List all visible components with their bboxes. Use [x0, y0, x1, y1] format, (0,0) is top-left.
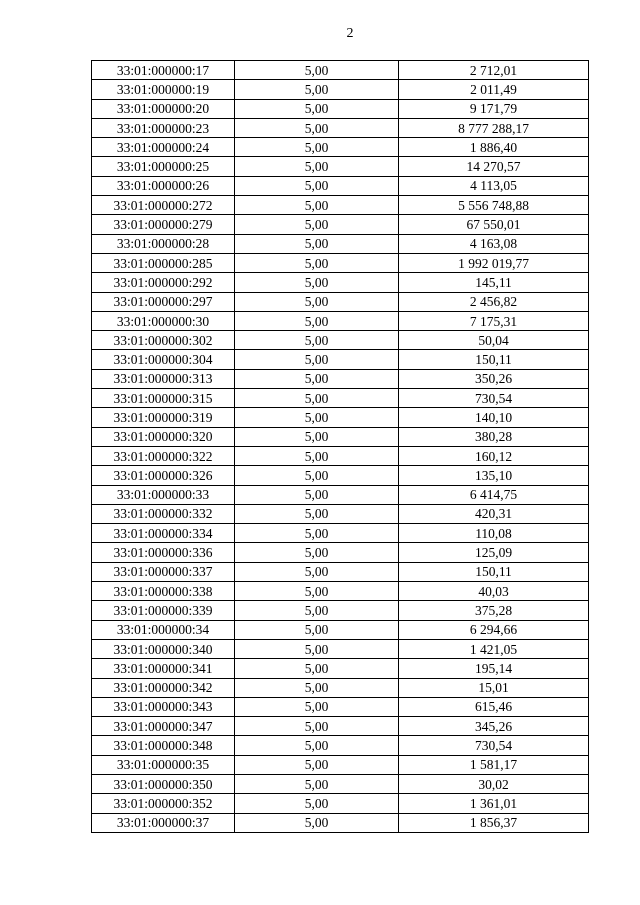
rate-cell: 5,00: [235, 331, 399, 350]
cadastral-number-cell: 33:01:000000:348: [92, 736, 235, 755]
cadastral-number-cell: 33:01:000000:347: [92, 717, 235, 736]
cadastral-number-cell: 33:01:000000:304: [92, 350, 235, 369]
rate-cell: 5,00: [235, 504, 399, 523]
value-cell: 145,11: [399, 273, 589, 292]
table-row: [92, 466, 589, 485]
cadastral-number-cell: 33:01:000000:17: [92, 61, 235, 80]
cadastral-number-cell: 33:01:000000:338: [92, 582, 235, 601]
table-row: [92, 620, 589, 639]
cadastral-number-cell: 33:01:000000:279: [92, 215, 235, 234]
rate-cell: 5,00: [235, 717, 399, 736]
rate-cell: 5,00: [235, 176, 399, 195]
table-row: [92, 253, 589, 272]
table-row: [92, 427, 589, 446]
table-row: [92, 99, 589, 118]
table-row: [92, 697, 589, 716]
table-row: [92, 389, 589, 408]
cadastral-number-cell: 33:01:000000:313: [92, 369, 235, 388]
table-row: [92, 562, 589, 581]
table-row: [92, 118, 589, 137]
cadastral-number-cell: 33:01:000000:332: [92, 504, 235, 523]
table-row: [92, 813, 589, 832]
value-cell: 1 361,01: [399, 794, 589, 813]
table-row: [92, 678, 589, 697]
table-row: [92, 408, 589, 427]
value-cell: 1 581,17: [399, 755, 589, 774]
table-body: [92, 61, 589, 833]
value-cell: 150,11: [399, 350, 589, 369]
rate-cell: 5,00: [235, 118, 399, 137]
table-row: [92, 794, 589, 813]
cadastral-number-cell: 33:01:000000:326: [92, 466, 235, 485]
value-cell: 110,08: [399, 524, 589, 543]
value-cell: 5 556 748,88: [399, 196, 589, 215]
cadastral-number-cell: 33:01:000000:350: [92, 774, 235, 793]
table-row: [92, 350, 589, 369]
table-row: [92, 639, 589, 658]
data-table: [91, 60, 589, 833]
value-cell: 6 294,66: [399, 620, 589, 639]
cadastral-number-cell: 33:01:000000:26: [92, 176, 235, 195]
cadastral-number-cell: 33:01:000000:30: [92, 311, 235, 330]
rate-cell: 5,00: [235, 369, 399, 388]
rate-cell: 5,00: [235, 466, 399, 485]
value-cell: 15,01: [399, 678, 589, 697]
table-row: [92, 176, 589, 195]
cadastral-number-cell: 33:01:000000:336: [92, 543, 235, 562]
rate-cell: 5,00: [235, 697, 399, 716]
rate-cell: 5,00: [235, 253, 399, 272]
value-cell: 1 886,40: [399, 138, 589, 157]
value-cell: 14 270,57: [399, 157, 589, 176]
rate-cell: 5,00: [235, 99, 399, 118]
rate-cell: 5,00: [235, 485, 399, 504]
rate-cell: 5,00: [235, 61, 399, 80]
value-cell: 1 421,05: [399, 639, 589, 658]
value-cell: 30,02: [399, 774, 589, 793]
rate-cell: 5,00: [235, 234, 399, 253]
table-row: [92, 138, 589, 157]
value-cell: 375,28: [399, 601, 589, 620]
cadastral-number-cell: 33:01:000000:302: [92, 331, 235, 350]
value-cell: 4 113,05: [399, 176, 589, 195]
cadastral-number-cell: 33:01:000000:334: [92, 524, 235, 543]
rate-cell: 5,00: [235, 292, 399, 311]
cadastral-number-cell: 33:01:000000:24: [92, 138, 235, 157]
table-row: [92, 311, 589, 330]
table-row: [92, 446, 589, 465]
rate-cell: 5,00: [235, 408, 399, 427]
table-row: [92, 485, 589, 504]
value-cell: 4 163,08: [399, 234, 589, 253]
rate-cell: 5,00: [235, 582, 399, 601]
rate-cell: 5,00: [235, 774, 399, 793]
rate-cell: 5,00: [235, 427, 399, 446]
value-cell: 150,11: [399, 562, 589, 581]
value-cell: 1 992 019,77: [399, 253, 589, 272]
rate-cell: 5,00: [235, 736, 399, 755]
table-row: [92, 292, 589, 311]
value-cell: 50,04: [399, 331, 589, 350]
cadastral-number-cell: 33:01:000000:340: [92, 639, 235, 658]
rate-cell: 5,00: [235, 389, 399, 408]
table-row: [92, 524, 589, 543]
table-row: [92, 755, 589, 774]
value-cell: 380,28: [399, 427, 589, 446]
rate-cell: 5,00: [235, 639, 399, 658]
table-row: [92, 659, 589, 678]
value-cell: 345,26: [399, 717, 589, 736]
value-cell: 615,46: [399, 697, 589, 716]
value-cell: 7 175,31: [399, 311, 589, 330]
cadastral-number-cell: 33:01:000000:37: [92, 813, 235, 832]
rate-cell: 5,00: [235, 543, 399, 562]
cadastral-number-cell: 33:01:000000:352: [92, 794, 235, 813]
table-row: [92, 273, 589, 292]
cadastral-number-cell: 33:01:000000:35: [92, 755, 235, 774]
table-row: [92, 717, 589, 736]
rate-cell: 5,00: [235, 196, 399, 215]
rate-cell: 5,00: [235, 138, 399, 157]
value-cell: 2 712,01: [399, 61, 589, 80]
page-number: 2: [346, 26, 354, 41]
rate-cell: 5,00: [235, 601, 399, 620]
table-row: [92, 601, 589, 620]
table-row: [92, 736, 589, 755]
value-cell: 6 414,75: [399, 485, 589, 504]
cadastral-number-cell: 33:01:000000:319: [92, 408, 235, 427]
rate-cell: 5,00: [235, 659, 399, 678]
cadastral-number-cell: 33:01:000000:342: [92, 678, 235, 697]
rate-cell: 5,00: [235, 273, 399, 292]
cadastral-number-cell: 33:01:000000:339: [92, 601, 235, 620]
table-row: [92, 234, 589, 253]
cadastral-number-cell: 33:01:000000:343: [92, 697, 235, 716]
value-cell: 40,03: [399, 582, 589, 601]
value-cell: 2 011,49: [399, 80, 589, 99]
table-row: [92, 215, 589, 234]
table-row: [92, 157, 589, 176]
table-row: [92, 774, 589, 793]
value-cell: 125,09: [399, 543, 589, 562]
cadastral-number-cell: 33:01:000000:322: [92, 446, 235, 465]
value-cell: 140,10: [399, 408, 589, 427]
rate-cell: 5,00: [235, 678, 399, 697]
table-row: [92, 80, 589, 99]
cadastral-number-cell: 33:01:000000:341: [92, 659, 235, 678]
rate-cell: 5,00: [235, 350, 399, 369]
cadastral-number-cell: 33:01:000000:320: [92, 427, 235, 446]
cadastral-number-cell: 33:01:000000:292: [92, 273, 235, 292]
cadastral-number-cell: 33:01:000000:285: [92, 253, 235, 272]
table-row: [92, 331, 589, 350]
value-cell: 350,26: [399, 369, 589, 388]
value-cell: 9 171,79: [399, 99, 589, 118]
rate-cell: 5,00: [235, 80, 399, 99]
cadastral-number-cell: 33:01:000000:25: [92, 157, 235, 176]
rate-cell: 5,00: [235, 620, 399, 639]
rate-cell: 5,00: [235, 794, 399, 813]
cadastral-number-cell: 33:01:000000:337: [92, 562, 235, 581]
rate-cell: 5,00: [235, 157, 399, 176]
rate-cell: 5,00: [235, 755, 399, 774]
cadastral-number-cell: 33:01:000000:34: [92, 620, 235, 639]
rate-cell: 5,00: [235, 311, 399, 330]
value-cell: 195,14: [399, 659, 589, 678]
value-cell: 160,12: [399, 446, 589, 465]
cadastral-number-cell: 33:01:000000:28: [92, 234, 235, 253]
rate-cell: 5,00: [235, 562, 399, 581]
cadastral-number-cell: 33:01:000000:19: [92, 80, 235, 99]
cadastral-number-cell: 33:01:000000:20: [92, 99, 235, 118]
rate-cell: 5,00: [235, 813, 399, 832]
cadastral-number-cell: 33:01:000000:23: [92, 118, 235, 137]
rate-cell: 5,00: [235, 215, 399, 234]
value-cell: 730,54: [399, 389, 589, 408]
table-row: [92, 369, 589, 388]
cadastral-number-cell: 33:01:000000:272: [92, 196, 235, 215]
table-row: [92, 504, 589, 523]
cadastral-number-cell: 33:01:000000:315: [92, 389, 235, 408]
value-cell: 67 550,01: [399, 215, 589, 234]
value-cell: 2 456,82: [399, 292, 589, 311]
value-cell: 1 856,37: [399, 813, 589, 832]
table-row: [92, 61, 589, 80]
rate-cell: 5,00: [235, 524, 399, 543]
rate-cell: 5,00: [235, 446, 399, 465]
value-cell: 8 777 288,17: [399, 118, 589, 137]
cadastral-number-cell: 33:01:000000:33: [92, 485, 235, 504]
cadastral-number-cell: 33:01:000000:297: [92, 292, 235, 311]
table-row: [92, 582, 589, 601]
table-row: [92, 196, 589, 215]
table-row: [92, 543, 589, 562]
value-cell: 135,10: [399, 466, 589, 485]
value-cell: 730,54: [399, 736, 589, 755]
value-cell: 420,31: [399, 504, 589, 523]
